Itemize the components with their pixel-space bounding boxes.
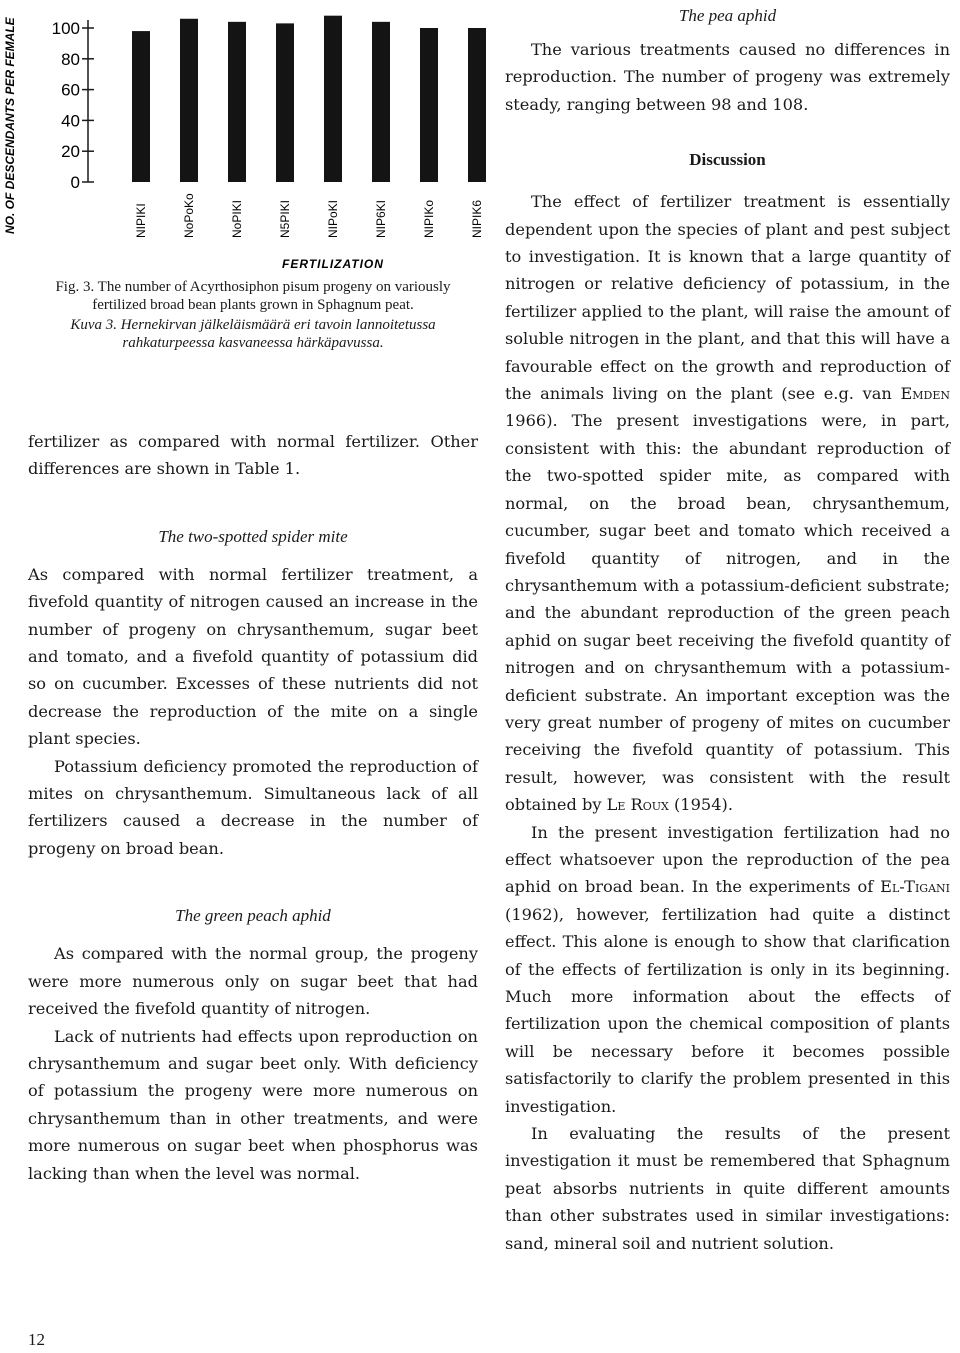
bar-n5piki — [276, 23, 294, 182]
category-label: NIPIK6 — [470, 199, 484, 238]
bar-chart — [3, 2, 484, 272]
discussion2-text-a: In the present investigation fertilization had no effect whatsoever upon the reproduction of the pea aphid on broad bean. In the experiments of — [505, 822, 950, 897]
bar-nipoki — [324, 16, 342, 182]
heading-green-peach-aphid: The green peach aphid — [175, 906, 331, 926]
figure-caption — [28, 278, 478, 352]
bar-nipik6 — [468, 28, 486, 182]
bar-nip6ki — [372, 22, 390, 182]
y-tick-label: 20 — [61, 142, 80, 162]
heading-spider-mite: The two-spotted spider mite — [158, 526, 348, 546]
category-label: NIPIKI — [134, 203, 148, 238]
left-column — [3, 2, 484, 1187]
bar-nopiki — [228, 22, 246, 182]
paragraph-pea-1: The various treatments caused no differences in reproduction. The number of progeny was extremely steady, ranging between 98 and 108. — [505, 40, 950, 114]
bar-nipiki — [132, 31, 150, 182]
caption-finnish: Kuva 3. Hernekirvan jälkeläismäärä eri tavoin lannoitetussa rahkaturpeessa kasvaneessa härkäpavussa. — [70, 317, 436, 351]
x-axis-label: FERTILIZATION — [282, 257, 384, 271]
y-tick-label: 80 — [61, 49, 80, 69]
category-label: NIP6KI — [374, 199, 388, 238]
heading-discussion: Discussion — [689, 150, 766, 170]
paragraph-green-1: As compared with the normal group, the progeny were more numerous only on sugar beet that had received the fivefold quantity of nitrogen. — [28, 944, 478, 1019]
category-label: NIPoKI — [326, 199, 340, 238]
paragraph-green-2: Lack of nutrients had effects upon reproduction on chrysanthemum and sugar beet only. With deficiency of potassium the progeny were more numerous on chrysanthemum than in other treatments, and were more numerous on sugar beet when phosphorus was lacking than when the level was normal. — [28, 1026, 478, 1183]
discussion-text-b: 1966). The present investigations were, in part, consistent with this: the abundant reproduction of the two-spotted spider mite, as compared with normal, on the broad bean, chrysanthemum, cucumber, sugar beet and tomato which received a fivefold quantity of nitrogen, and in the chrysanthemum with a potassium-deficient substrate; and the abundant reproduction of the green peach aphid on sugar beet receiving the fivefold quantity of nitrogen and on chrysanthemum with a potassium-deficient substrate. An important exception was the very great number of progeny of mites on cucumber receiving the fivefold quantity of potassium. This result, however, was consistent with the result obtained by — [505, 411, 950, 815]
category-label: N5PIKI — [278, 199, 292, 238]
y-axis-label: NO. OF DESCENDANTS PER FEMALE — [3, 17, 17, 234]
paragraph-discussion-2 — [505, 819, 950, 1120]
discussion2-text-b: (1962), however, fertilization had quite a distinct effect. This alone is enough to show that clarification of the effects of fertilization is only in its beginning. Much more information about the effects of fertilization upon the chemical composition of plants will be necessary before it becomes possible satisfactorily to clarify the problem presented in this investigation. — [505, 904, 950, 1116]
paragraph-discussion-3: In evaluating the results of the present investigation it must be remembered that Sphagnum peat absorbs nutrients in quite different amounts than other substrates used in similar investigations: sand, mineral soil and nutrient solution. — [505, 1124, 950, 1253]
y-tick-label: 100 — [51, 19, 80, 38]
discussion-text-c: (1954). — [668, 795, 733, 815]
y-tick-label: 60 — [61, 80, 80, 100]
y-tick-label: 0 — [70, 173, 80, 192]
category-label: NIPIKo — [422, 199, 436, 238]
citation-emden: Emden — [900, 384, 950, 404]
citation-el-tigani: El-Tigani — [880, 877, 950, 897]
y-tick-label: 40 — [61, 111, 80, 131]
paragraph-continuation: fertilizer as compared with normal fertilizer. Other differences are shown in Table 1. — [28, 432, 478, 479]
citation-le-roux: Le Roux — [606, 795, 669, 815]
paragraph-spider-2: Potassium deficiency promoted the reproduction of mites on chrysanthemum. Simultaneous lack of all fertilizers caused a decrease in the number of progeny on broad bean. — [28, 756, 478, 858]
category-labels — [134, 193, 484, 238]
paragraph-discussion-1 — [505, 188, 950, 818]
bar-nipiko — [420, 28, 438, 182]
page-number: 12 — [28, 1330, 45, 1349]
right-column — [505, 2, 950, 1257]
bars — [132, 16, 486, 182]
caption-english: Fig. 3. The number of Acyrthosiphon pisum progeny on variously fertilized broad bean plants grown in Sphagnum peat. — [55, 279, 451, 313]
chart-svg — [3, 2, 484, 272]
discussion-text-a: The effect of fertilizer treatment is essentially dependent upon the species of plant and pest subject to investigation. It is known that a large quantity of nitrogen or relative deficiency of potassium, in the fertilizer applied to the plant, will raise the amount of soluble nitrogen in the plant, and that this will have a favourable effect on the growth and reproduction of the animals living on the plant (see e.g. van — [505, 192, 950, 404]
heading-pea-aphid: The pea aphid — [678, 6, 777, 25]
paragraph-spider-1: As compared with normal fertilizer treatment, a fivefold quantity of nitrogen caused an increase in the number of progeny on chrysanthemum, sugar beet and tomato, and a fivefold quantity of potassium did so on cucumber. Excesses of these nutrients did not decrease the reproduction of the mite on a single plant species. — [28, 564, 478, 749]
category-label: NoPoKo — [182, 193, 196, 238]
category-label: NoPIKI — [230, 199, 244, 238]
bar-nopoko — [180, 19, 198, 182]
